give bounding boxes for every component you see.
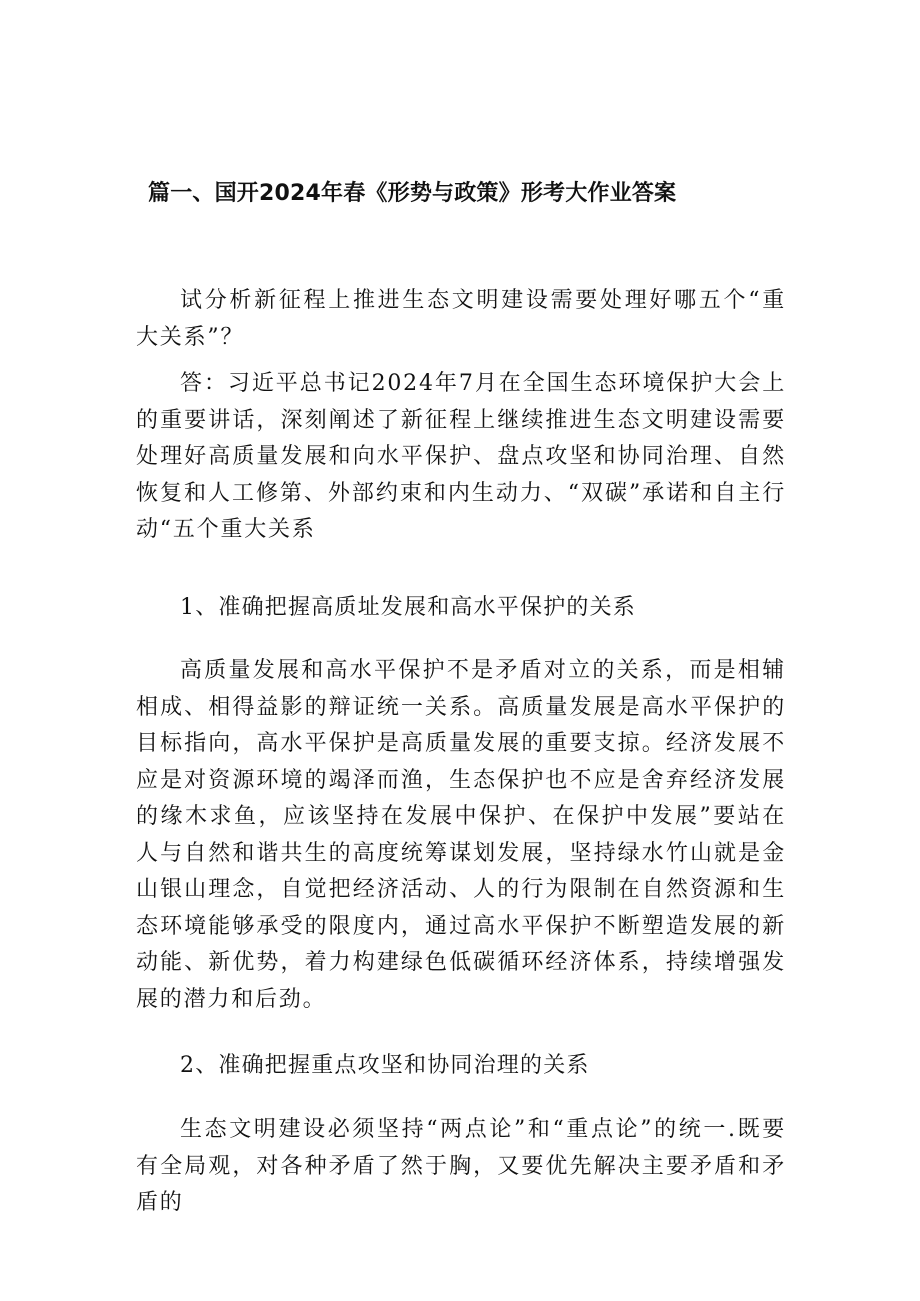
section-1-heading: 1、准确把握高质址发展和高水平保护的关系 [180,595,636,620]
section-2-paragraph: 生态文明建设必须坚持“两点论”和“重点论”的统一.既要有全局观，对各种矛盾了然于胸，又要优先解决主要矛盾和矛盾的 [136,1117,786,1215]
question-paragraph: 试分析新征程上推进生态文明建设需要处理好哪五个“重大关系”？ [136,288,786,350]
answer-paragraph: 答：习近平总书记2024年7月在全国生态环境保护大会上的重要讲话，深刻阐述了新征程上继续推进生态文明建设需要处理好高质量发展和向水平保护、盘点攻坚和协同治理、自然恢复和人工修第、外部约束和内生动力、“双碳”承诺和自主行动“五个重大关系 [136,371,786,542]
page-title: 篇一、国开2024年春《形势与政策》形考大作业答案 [148,181,677,206]
section-1-paragraph: 高质量发展和高水平保护不是矛盾对立的关系，而是相辅相成、相得益影的辩证统一关系。高质量发展是高水平保护的目标指向，高水平保护是高质量发展的重要支掠。经济发展不应是对资源环境的竭泽而渔，生态保护也不应是舍弃经济发展的缘木求鱼，应该坚持在发展中保护、在保护中发展”要站在人与自然和谐共生的高度统筹谋划发展，坚持绿水竹山就是金山银山理念，自觉把经济活动、人的行为限制在自然资源和生态环境能够承受的限度内，通过高水平保护不断塑造发展的新动能、新优势，着力构建绿色低碳循环经济体系，持续增强发展的潜力和后劲。 [136,658,786,1012]
section-2-heading: 2、准确把握重点攻坚和协同治理的关系 [180,1053,590,1078]
